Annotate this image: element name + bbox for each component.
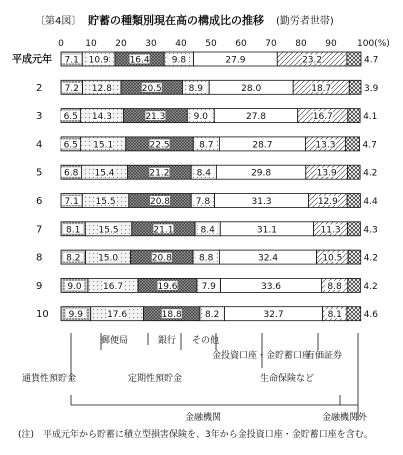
bar-value-label: 22.5 xyxy=(149,140,170,151)
legend-kin-label: 金投資口座・金貯蓄口座 xyxy=(212,351,312,361)
row-label: 平成元年 xyxy=(12,54,52,66)
bar-value-label: 4.7 xyxy=(364,55,379,66)
bar-value-label: 14.3 xyxy=(91,112,112,123)
bar-value-label: 21.3 xyxy=(145,112,166,123)
bar-value-label: 3.9 xyxy=(364,83,379,94)
chart-title: 貯蓄の種類別現在高の構成比の推移 xyxy=(88,14,264,27)
row-label: 7 xyxy=(36,224,43,236)
row-label: 8 xyxy=(36,252,43,264)
bar-value-label: 12.8 xyxy=(91,83,112,94)
row-labels xyxy=(12,53,52,321)
bar-value-label: 4.1 xyxy=(363,112,378,123)
bar-segment xyxy=(348,165,361,179)
bar-value-label: 16.7 xyxy=(312,112,333,123)
bar-value-label: 15.4 xyxy=(94,168,115,179)
x-tick-label: 60 xyxy=(235,39,247,49)
bar-value-label: 20.8 xyxy=(151,253,172,264)
bar-value-label: 18.7 xyxy=(311,83,332,94)
x-tick-label: 0 xyxy=(58,39,64,49)
legend-yubin-label: 郵便局 xyxy=(101,336,129,346)
bar-value-label: 9.0 xyxy=(67,281,82,292)
bar-value-label: 4.7 xyxy=(362,140,377,151)
bar-value-label: 20.5 xyxy=(141,83,162,94)
bar-value-label: 15.1 xyxy=(93,140,114,151)
bar-value-label: 27.9 xyxy=(225,55,246,66)
figure-label: 〔第4図〕 xyxy=(35,16,82,27)
bar-value-label: 19.6 xyxy=(157,281,178,292)
bar-value-label: 13.3 xyxy=(315,140,336,151)
bar-value-label: 4.2 xyxy=(363,168,378,179)
bar-segment xyxy=(349,80,361,94)
x-tick-label: 80 xyxy=(295,39,307,49)
row-label: 3 xyxy=(36,111,43,123)
bar-value-label: 10.9 xyxy=(88,55,109,66)
legend-teiki-label: 定期性預貯金 xyxy=(128,374,183,384)
x-axis-ticks xyxy=(58,39,390,49)
bar-value-label: 12.9 xyxy=(317,197,338,207)
bar-segment xyxy=(348,278,361,292)
row-label: 9 xyxy=(36,280,43,292)
bar-value-label: 4.2 xyxy=(363,253,379,264)
bar-value-label: 8.8 xyxy=(199,253,214,264)
bar-value-label: 4.4 xyxy=(363,197,378,207)
bar-segment xyxy=(345,137,359,151)
bar-value-label: 6.5 xyxy=(63,112,78,123)
x-tick-label: 30 xyxy=(145,39,157,49)
bar-value-label: 15.5 xyxy=(98,225,119,236)
x-tick-label: 90 xyxy=(325,39,337,49)
row-label: 10 xyxy=(36,309,49,321)
x-tick-label: 100(%) xyxy=(357,39,390,49)
bar-value-label: 28.7 xyxy=(252,140,273,151)
bar-value-label: 13.9 xyxy=(316,168,337,179)
bar-value-label: 6.5 xyxy=(63,140,78,151)
legend-ginko-label: 銀行 xyxy=(158,336,177,346)
legend-outside-label: 金融機関外 xyxy=(322,413,368,423)
bar-segment xyxy=(347,52,361,66)
bar-segment xyxy=(347,194,360,208)
bar-value-label: 8.8 xyxy=(327,281,342,292)
footnote: (注) 平成元年から貯蓄に積立型損害保険を、3年から金投資口座・金貯蓄口座を含む。 xyxy=(18,430,373,440)
x-tick-label: 20 xyxy=(115,39,127,49)
legend-financial-label: 金融機関 xyxy=(185,413,222,423)
bar-value-label: 7.8 xyxy=(195,197,211,207)
bar-segment xyxy=(348,250,361,264)
legend-seimei-label: 生命保険など xyxy=(260,374,315,384)
bar-value-label: 8.4 xyxy=(200,225,215,236)
bar-value-label: 23.2 xyxy=(302,55,323,66)
row-label: 2 xyxy=(36,82,43,94)
bar-value-label: 10.5 xyxy=(322,253,343,264)
bar-value-label: 28.0 xyxy=(241,83,262,94)
bar-value-label: 4.6 xyxy=(363,310,379,321)
bar-value-label: 6.8 xyxy=(64,168,79,179)
bar-value-label: 8.7 xyxy=(199,140,214,151)
bar-value-label: 9.0 xyxy=(193,112,208,123)
bar-value-label: 16.4 xyxy=(129,55,150,66)
bar-value-label: 7.1 xyxy=(64,197,79,207)
bar-value-label: 9.9 xyxy=(68,310,84,321)
bar-value-label: 20.8 xyxy=(149,197,171,207)
bar-value-label: 9.8 xyxy=(171,55,187,66)
bar-value-label: 17.6 xyxy=(107,310,128,321)
bar-value-label: 8.4 xyxy=(196,168,211,179)
x-tick-label: 40 xyxy=(175,39,187,49)
x-tick-label: 50 xyxy=(205,39,217,49)
bar-value-label: 4.2 xyxy=(363,281,378,292)
bar-value-label: 4.3 xyxy=(363,225,378,236)
bar-value-label: 8.1 xyxy=(327,310,342,321)
row-label: 5 xyxy=(36,167,43,179)
bar-value-label: 11.3 xyxy=(320,225,341,236)
bar-segment xyxy=(347,307,361,321)
chart-subtitle: (勤労者世帯) xyxy=(276,16,334,27)
bar-value-label: 21.1 xyxy=(153,225,174,236)
x-tick-label: 10 xyxy=(85,39,97,49)
bar-value-label: 16.7 xyxy=(103,281,124,292)
bar-value-label: 15.5 xyxy=(95,197,116,207)
bar-value-label: 31.1 xyxy=(256,225,277,236)
bar-value-label: 33.6 xyxy=(260,281,282,292)
bars-area xyxy=(61,52,379,321)
bar-value-label: 7.2 xyxy=(64,83,79,94)
legend-yuka-label: 有価証券 xyxy=(306,351,343,361)
bar-value-label: 8.2 xyxy=(205,310,220,321)
bar-value-label: 8.9 xyxy=(188,83,204,94)
bar-value-label: 18.8 xyxy=(161,310,182,321)
legend-sonota-label: その他 xyxy=(192,336,220,346)
legend-annotations xyxy=(22,333,368,423)
bar-segment xyxy=(348,109,360,123)
bar-value-label: 32.4 xyxy=(257,253,279,264)
row-label: 4 xyxy=(36,139,43,151)
bar-value-label: 7.9 xyxy=(201,281,216,292)
x-tick-label: 70 xyxy=(265,39,277,49)
row-label: 6 xyxy=(36,196,43,207)
legend-tsuka-label: 通貨性預貯金 xyxy=(22,374,77,384)
bar-value-label: 21.2 xyxy=(149,168,170,179)
bar-value-label: 27.8 xyxy=(245,112,267,123)
bar-value-label: 8.2 xyxy=(66,253,81,264)
bar-value-label: 31.3 xyxy=(251,197,272,207)
bar-segment xyxy=(348,222,361,236)
bar-value-label: 15.0 xyxy=(98,253,119,264)
bar-value-label: 32.7 xyxy=(263,310,284,321)
bar-value-label: 7.1 xyxy=(64,55,79,66)
bar-value-label: 29.8 xyxy=(251,168,272,179)
bar-value-label: 8.1 xyxy=(65,225,81,236)
